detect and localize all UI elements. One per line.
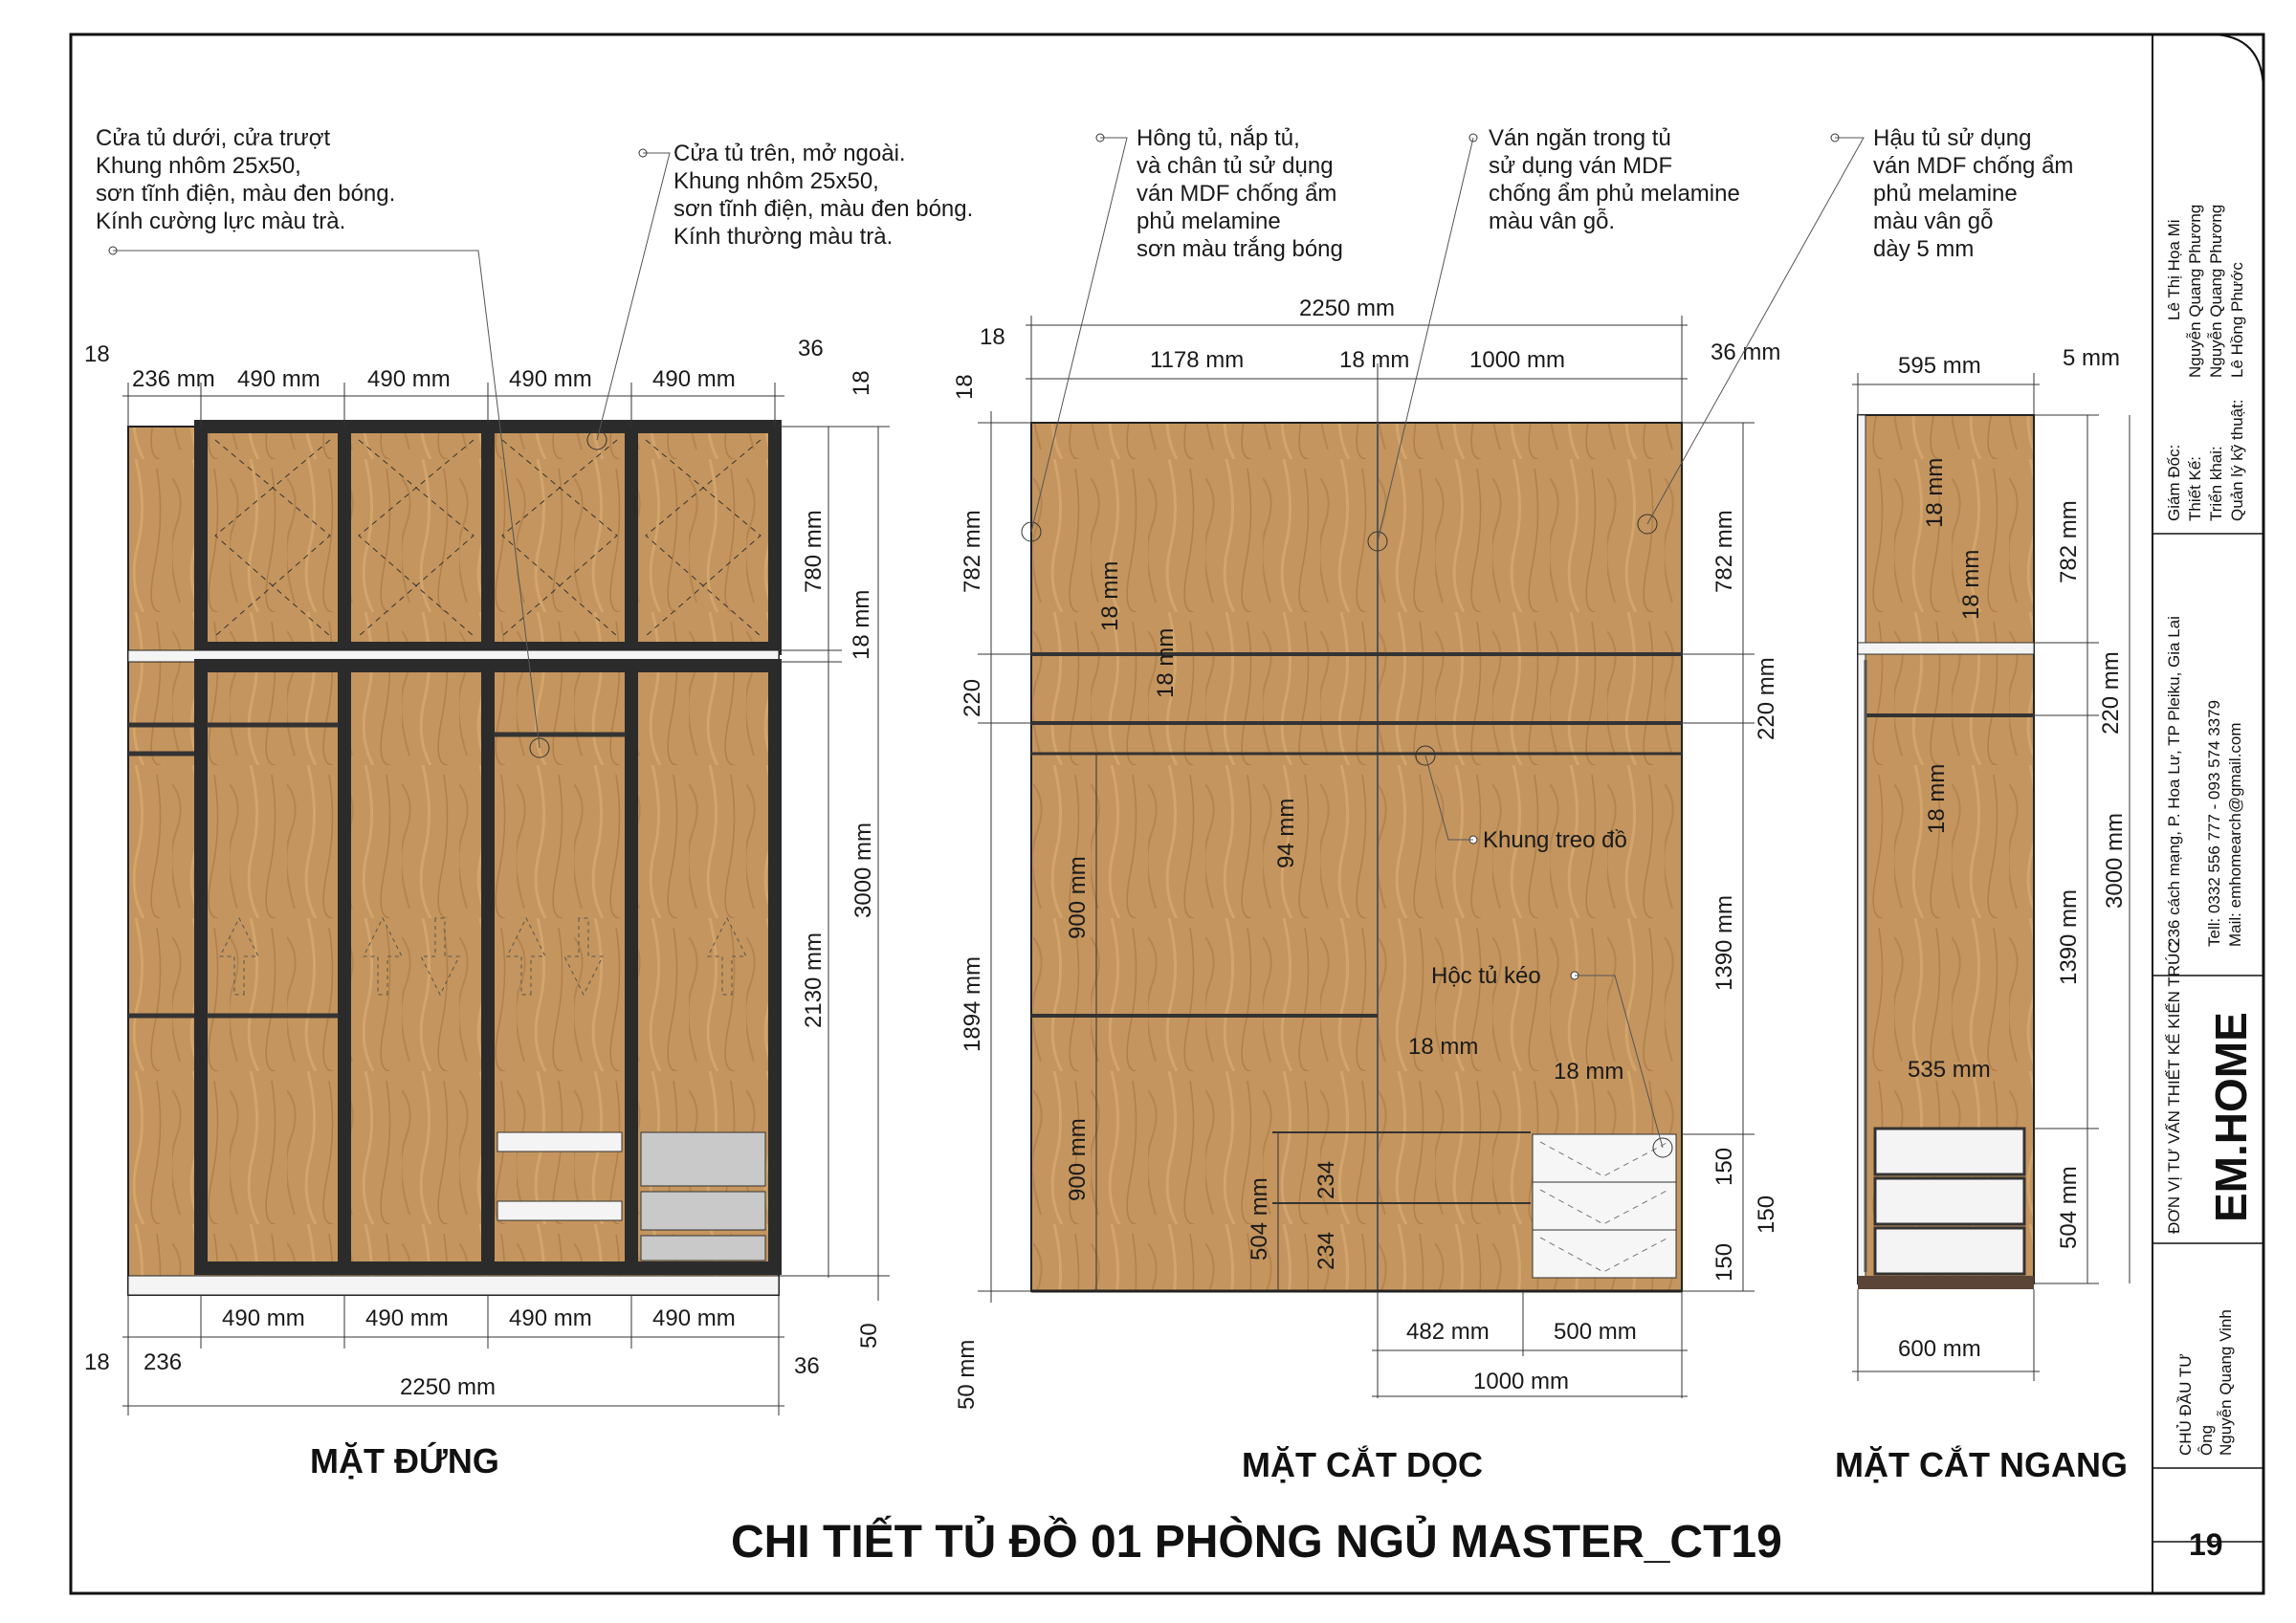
- owner-label: CHỦ ĐẦU TƯ: [2176, 1353, 2195, 1456]
- dim-cross-i535: 535 mm: [1908, 1057, 1991, 1083]
- title-block: [2152, 34, 2263, 1593]
- dim-cross-t5: 5 mm: [2063, 345, 2120, 371]
- svg-text:Ván ngăn trong tủ: Ván ngăn trong tủ: [1489, 125, 1671, 151]
- svg-text:sơn tĩnh điện, màu đen bóng.: sơn tĩnh điện, màu đen bóng.: [673, 196, 974, 222]
- svg-text:màu vân gỗ.: màu vân gỗ.: [1489, 208, 1616, 234]
- svg-text:phủ melamine: phủ melamine: [1137, 208, 1281, 234]
- svg-text:màu vân gỗ: màu vân gỗ: [1873, 208, 1994, 234]
- dim-long-r1390: 1390 mm: [1711, 894, 1737, 991]
- dim-long-l220: 220: [960, 678, 985, 717]
- dim-front-b490c: 490 mm: [509, 1305, 592, 1331]
- tel-text: Tell: 0332 556 777 - 093 574 3379: [2205, 699, 2223, 947]
- dim-long-i18a: 18 mm: [1097, 560, 1123, 631]
- dim-front-b490a: 490 mm: [222, 1305, 305, 1331]
- dim-front-t236: 236 mm: [132, 366, 215, 392]
- lower-doors: [201, 666, 775, 1268]
- dim-long-i18c: 18 mm: [1408, 1034, 1479, 1060]
- dim-long-t36: 36 mm: [1711, 340, 1781, 365]
- dim-long-t18a: 18: [980, 324, 1005, 350]
- drawing-title: CHI TIẾT TỦ ĐỒ 01 PHÒNG NGỦ MASTER_CT19: [731, 1517, 1782, 1568]
- dim-cross-i18a: 18 mm: [1922, 457, 1948, 528]
- dim-front-t36: 36: [798, 336, 824, 362]
- view-label-cross: MẶT CẮT NGANG: [1835, 1445, 2128, 1484]
- dim-long-i18d: 18 mm: [1554, 1059, 1624, 1085]
- view-label-long: MẶT CẮT DỌC: [1242, 1445, 1483, 1484]
- svg-text:sơn tĩnh điện, màu đen bóng.: sơn tĩnh điện, màu đen bóng.: [96, 181, 396, 207]
- dim-long-i504: 504 mm: [1247, 1177, 1272, 1261]
- dim-front-t490d: 490 mm: [652, 366, 736, 392]
- page-number: 19: [2189, 1527, 2223, 1562]
- dim-long-b482: 482 mm: [1406, 1319, 1490, 1345]
- dim-long-r150b: 150: [1754, 1195, 1779, 1234]
- director-label: Giám Đốc:: [2165, 444, 2183, 521]
- long-section: [1022, 423, 1682, 1291]
- dim-long-b500: 500 mm: [1554, 1319, 1637, 1345]
- dim-cross-r1390: 1390 mm: [2056, 888, 2082, 985]
- unit-text: ĐƠN VỊ TƯ VẤN THIẾT KẾ KIẾN TRÚC: [2165, 941, 2183, 1234]
- dim-front-r18b: 18 mm: [849, 589, 874, 660]
- sheet-corner: [2210, 34, 2263, 92]
- tech-label: Quản lý kỹ thuật:: [2228, 399, 2246, 521]
- dim-front-t18: 18: [84, 341, 110, 367]
- note-upper-door: [597, 141, 973, 440]
- dim-front-b490b: 490 mm: [365, 1305, 449, 1331]
- address-text: 236 cách mạng, P. Hoa Lư, TP Pleiku, Gia Lai: [2165, 616, 2183, 947]
- svg-text:Khung nhôm 25x50,: Khung nhôm 25x50,: [673, 168, 879, 194]
- dim-long-l50: 50 mm: [954, 1339, 980, 1410]
- dim-long-i18b: 18 mm: [1153, 627, 1179, 698]
- dim-front-t490b: 490 mm: [367, 366, 451, 392]
- svg-text:Hông tủ, nắp tủ,: Hông tủ, nắp tủ,: [1137, 125, 1300, 151]
- dim-cross-i18b: 18 mm: [1958, 549, 1984, 620]
- dim-long-i234b: 234: [1314, 1231, 1339, 1270]
- dim-long-r150c: 150: [1711, 1242, 1737, 1282]
- svg-text:phủ melamine: phủ melamine: [1873, 181, 2018, 207]
- dim-long-l1894: 1894 mm: [960, 955, 985, 1052]
- cross-section: [1858, 415, 2034, 1289]
- dim-front-t490c: 490 mm: [509, 366, 592, 392]
- dim-cross-b600: 600 mm: [1898, 1336, 1981, 1362]
- svg-text:chống ẩm phủ melamine: chống ẩm phủ melamine: [1489, 181, 1740, 207]
- svg-text:ván MDF chống ẩm: ván MDF chống ẩm: [1873, 153, 2074, 179]
- director-name: Lê Thị Họa Mi: [2165, 219, 2183, 320]
- dim-front-r50: 50: [856, 1323, 882, 1349]
- dim-long-t1000: 1000 mm: [1469, 347, 1566, 373]
- dim-front-b18: 18: [84, 1349, 110, 1375]
- dim-front-r18a: 18: [849, 370, 874, 396]
- svg-text:Khung treo đồ: Khung treo đồ: [1483, 827, 1627, 853]
- dim-cross-r782: 782 mm: [2056, 500, 2082, 583]
- dim-front-t490a: 490 mm: [237, 366, 320, 392]
- owner-title: Ông: [2197, 1424, 2216, 1456]
- dim-cross-i18c: 18 mm: [1924, 763, 1950, 834]
- owner-name: Nguyễn Quang Vinh: [2217, 1309, 2235, 1456]
- svg-text:sơn màu trắng bóng: sơn màu trắng bóng: [1137, 236, 1343, 262]
- dim-front-b36: 36: [794, 1353, 820, 1379]
- dim-front-b2250: 2250 mm: [400, 1374, 497, 1400]
- dim-long-i94: 94 mm: [1273, 798, 1299, 868]
- dim-cross-t595: 595 mm: [1898, 353, 1981, 379]
- tech-name: Lê Hồng Phước: [2228, 262, 2246, 378]
- dim-long-r220: 220 mm: [1754, 657, 1779, 740]
- svg-text:sử dụng ván MDF: sử dụng ván MDF: [1489, 153, 1673, 179]
- dim-front-b490d: 490 mm: [652, 1305, 736, 1331]
- dim-long-t2250: 2250 mm: [1299, 296, 1396, 321]
- dim-cross-r3000: 3000 mm: [2102, 812, 2128, 909]
- dim-long-l18: 18: [952, 374, 978, 400]
- dim-long-t1178: 1178 mm: [1150, 347, 1245, 373]
- svg-text:Hậu tủ sử dụng: Hậu tủ sử dụng: [1873, 125, 2032, 151]
- dim-long-i234a: 234: [1314, 1160, 1339, 1199]
- dim-long-i900a: 900 mm: [1065, 856, 1091, 939]
- upper-doors: [201, 427, 775, 648]
- dim-long-r150a: 150: [1711, 1147, 1737, 1186]
- mail-text: Mail: emhomearch@gmail.com: [2226, 722, 2244, 947]
- brand-logo: EM.HOME: [2206, 1012, 2256, 1222]
- dim-front-r3000: 3000 mm: [850, 822, 876, 918]
- svg-text:Kính thường màu trà.: Kính thường màu trà.: [673, 224, 894, 250]
- dim-long-r782: 782 mm: [1711, 510, 1737, 593]
- designer-name: Nguyễn Quang Phương: [2186, 204, 2204, 378]
- designer-label: Thiết Kế:: [2186, 455, 2204, 521]
- dim-long-b1000: 1000 mm: [1473, 1369, 1570, 1394]
- impl-label: Triển khai:: [2207, 446, 2225, 521]
- svg-text:Kính cường lực màu trà.: Kính cường lực màu trà.: [96, 208, 346, 234]
- front-elevation: [128, 427, 779, 1295]
- view-label-front: MẶT ĐỨNG: [310, 1441, 499, 1480]
- svg-text:ván MDF chống ẩm: ván MDF chống ẩm: [1137, 181, 1337, 207]
- svg-text:Cửa tủ trên, mở ngoài.: Cửa tủ trên, mở ngoài.: [673, 141, 906, 166]
- svg-text:và chân tủ sử dụng: và chân tủ sử dụng: [1137, 153, 1334, 179]
- svg-text:Khung nhôm 25x50,: Khung nhôm 25x50,: [96, 153, 301, 179]
- dim-long-i900b: 900 mm: [1065, 1118, 1091, 1201]
- dim-cross-r504: 504 mm: [2056, 1166, 2082, 1249]
- dim-long-l782: 782 mm: [960, 510, 985, 593]
- dim-front-r780: 780 mm: [801, 510, 827, 593]
- dim-front-b236: 236: [144, 1349, 183, 1375]
- dim-front-r2130: 2130 mm: [801, 932, 827, 1028]
- svg-text:Hộc tủ kéo: Hộc tủ kéo: [1431, 963, 1541, 989]
- dim-cross-r220: 220 mm: [2098, 651, 2124, 735]
- impl-name: Nguyễn Quang Phương: [2207, 204, 2225, 378]
- svg-text:Cửa tủ dưới, cửa trượt: Cửa tủ dưới, cửa trượt: [96, 125, 331, 151]
- dim-long-t18b: 18 mm: [1339, 347, 1410, 373]
- svg-text:dày 5 mm: dày 5 mm: [1873, 236, 1975, 262]
